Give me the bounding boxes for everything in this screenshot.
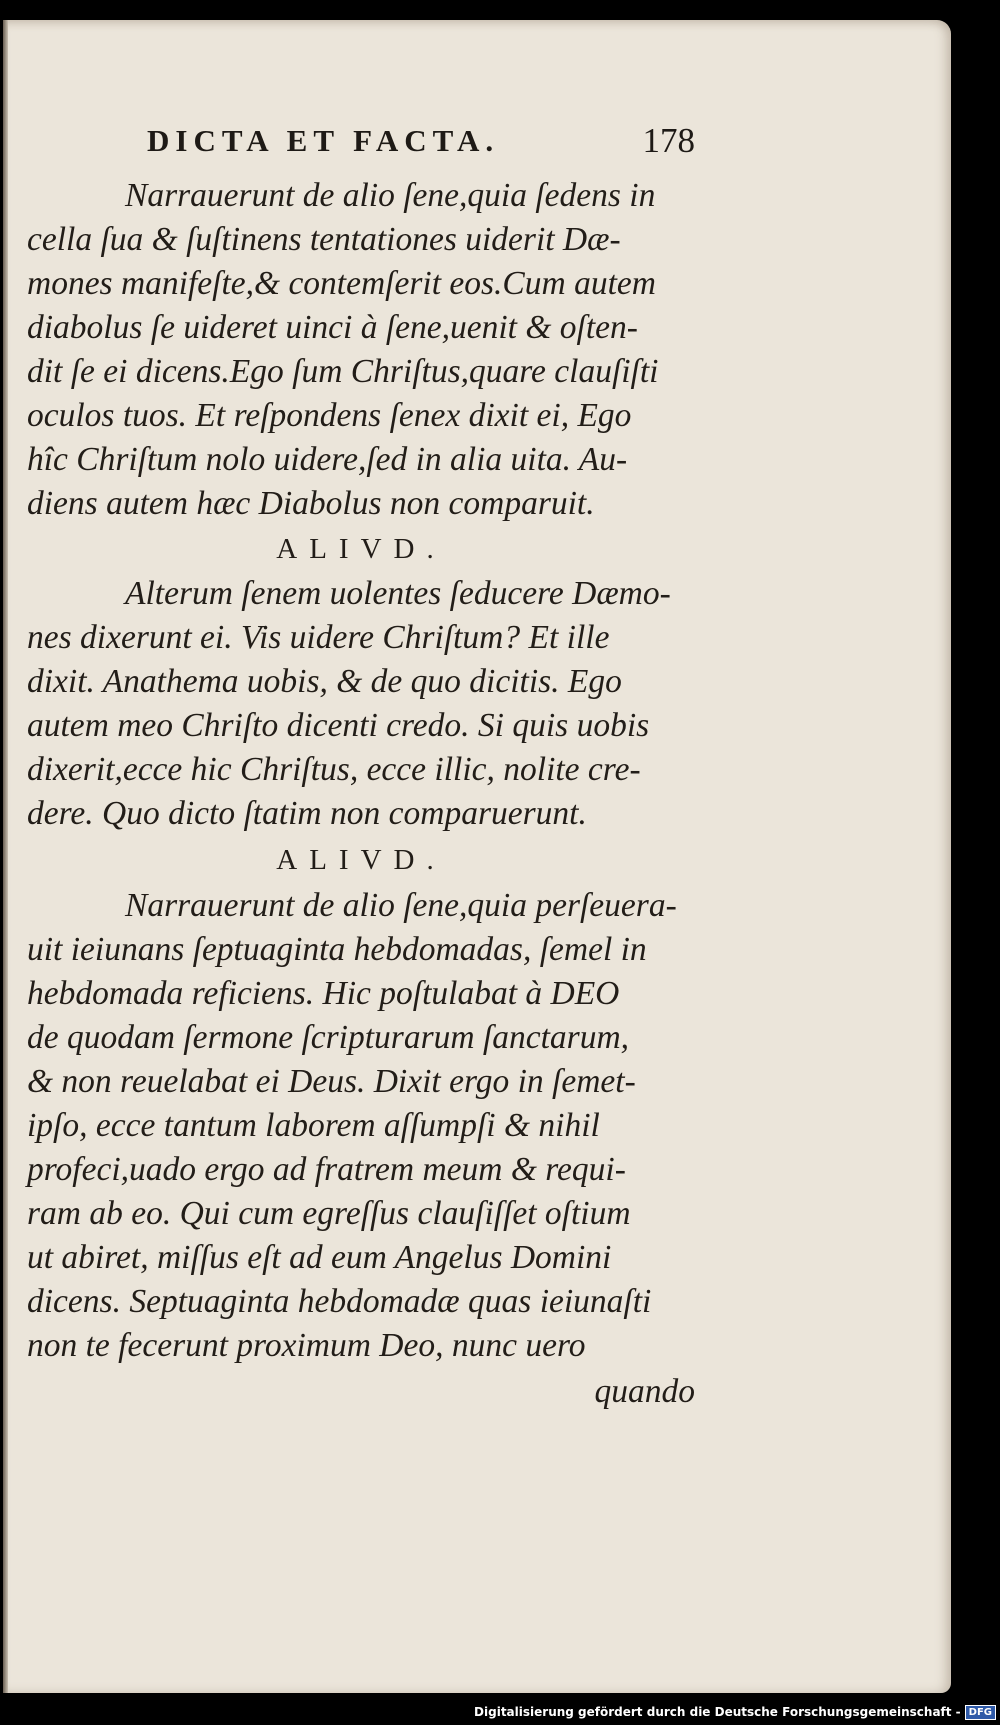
page-binding-edge xyxy=(3,20,8,1693)
text-line: ut abiret, miſſus eſt ad eum Angelus Domini xyxy=(27,1239,612,1276)
text-line: hîc Chriſtum nolo uidere,ſed in alia uita. Au- xyxy=(27,441,628,478)
credit-text: Digitalisierung gefördert durch die Deutsche Forschungsgemeinschaft - xyxy=(474,1705,961,1719)
text-line: cella ſua & ſuſtinens tentationes uiderit Dæ- xyxy=(27,221,621,258)
digitization-credit xyxy=(474,1701,996,1723)
section-heading: ALIVD. xyxy=(276,844,446,876)
page-header xyxy=(147,123,695,163)
text-line: diabolus ſe uideret uinci à ſene,uenit & oſten- xyxy=(27,309,638,346)
text-line: diens autem hæc Diabolus non comparuit. xyxy=(27,485,595,522)
text-line: dixerit,ecce hic Chriſtus, ecce illic, nolite cre- xyxy=(27,751,641,788)
running-title: DICTA ET FACTA. xyxy=(147,123,500,158)
text-line: non te fecerunt proximum Deo, nunc uero xyxy=(27,1327,586,1364)
text-line: ram ab eo. Qui cum egreſſus clauſiſſet oſtium xyxy=(27,1195,631,1232)
text-line: ipſo, ecce tantum laborem aſſumpſi & nihil xyxy=(27,1107,600,1144)
text-line: dicens. Septuaginta hebdomadæ quas ieiunaſti xyxy=(27,1283,652,1320)
text-line: de quodam ſermone ſcripturarum ſanctarum, xyxy=(27,1019,630,1056)
text-line: dixit. Anathema uobis, & de quo dicitis. Ego xyxy=(27,663,622,700)
text-line: autem meo Chriſto dicenti credo. Si quis uobis xyxy=(27,707,650,744)
text-line: oculos tuos. Et reſpondens ſenex dixit ei, Ego xyxy=(27,397,632,434)
dfg-logo: DFG xyxy=(965,1705,996,1720)
text-line: nes dixerunt ei. Vis uidere Chriſtum? Et ille xyxy=(27,619,610,656)
book-page xyxy=(3,20,951,1693)
text-line: Alterum ſenem uolentes ſeducere Dæmo- xyxy=(125,575,671,612)
text-line: mones manifeſte,& contemſerit eos.Cum autem xyxy=(27,265,656,302)
catchword: quando xyxy=(594,1373,695,1410)
page-number: 178 xyxy=(642,121,695,160)
section-heading: ALIVD. xyxy=(276,533,446,565)
text-line: uit ieiunans ſeptuaginta hebdomadas, ſemel in xyxy=(27,931,647,968)
text-line: hebdomada reficiens. Hic poſtulabat à DEO xyxy=(27,975,620,1012)
text-line: dit ſe ei dicens.Ego ſum Chriſtus,quare clauſiſti xyxy=(27,353,659,390)
text-line: Narrauerunt de alio ſene,quia perſeuera- xyxy=(125,887,677,924)
text-line: dere. Quo dicto ſtatim non comparuerunt. xyxy=(27,795,587,832)
text-line: Narrauerunt de alio ſene,quia ſedens in xyxy=(125,177,656,214)
text-line: & non reuelabat ei Deus. Dixit ergo in ſemet- xyxy=(27,1063,636,1100)
text-line: profeci,uado ergo ad fratrem meum & requi- xyxy=(27,1151,626,1188)
